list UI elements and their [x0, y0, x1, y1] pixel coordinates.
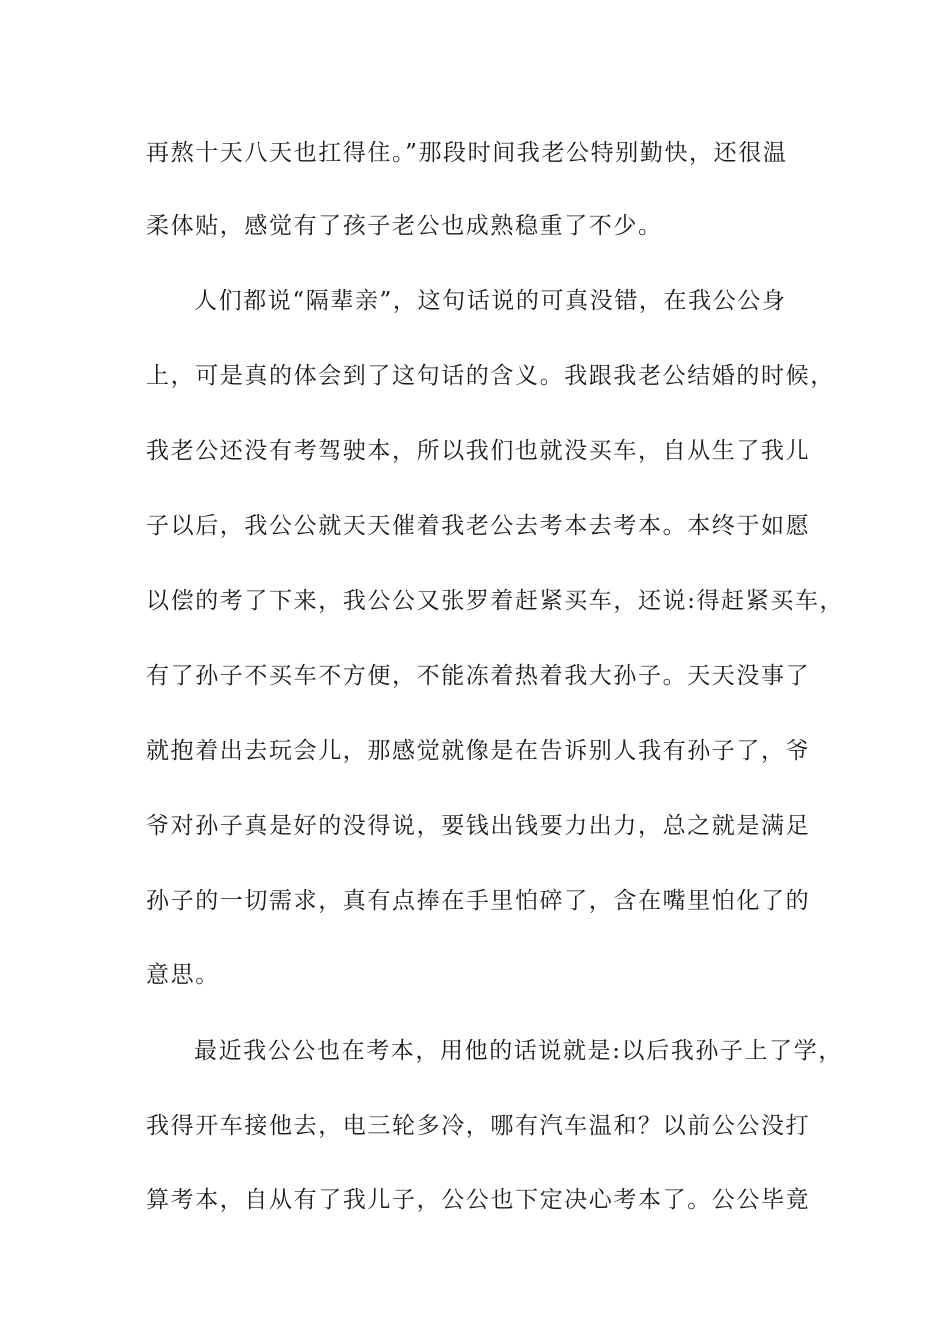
- text-line: 有了孙子不买车不方便，不能冻着热着我大孙子。天天没事了: [146, 663, 811, 689]
- text-line: 爷对孙子真是好的没得说，要钱出钱要力出力，总之就是满足: [146, 813, 811, 839]
- text-line: 我老公还没有考驾驶本，所以我们也就没买车，自从生了我儿: [146, 438, 811, 464]
- paragraph-start-line: 人们都说“隔辈亲”，这句话说的可真没错，在我公公身: [194, 288, 787, 314]
- text-line: 意思。: [146, 962, 220, 988]
- text-line: 再熬十天八天也扛得住。”那段时间我老公特别勤快，还很温: [146, 140, 788, 166]
- text-line: 上，可是真的体会到了这句话的含义。我跟我老公结婚的时候，: [146, 363, 835, 389]
- text-line: 算考本，自从有了我儿子，公公也下定决心考本了。公公毕竟: [146, 1187, 811, 1213]
- text-line: 孙子的一切需求，真有点捧在手里怕碎了，含在嘴里怕化了的: [146, 888, 811, 914]
- text-line: 就抱着出去玩会儿，那感觉就像是在告诉别人我有孙子了，爷: [146, 738, 811, 764]
- text-line: 子以后，我公公就天天催着我老公去考本去考本。本终于如愿: [146, 513, 811, 539]
- paragraph-start-line: 最近我公公也在考本，用他的话说就是:以后我孙子上了学，: [194, 1038, 843, 1064]
- text-line: 柔体贴，感觉有了孩子老公也成熟稳重了不少。: [146, 213, 663, 239]
- text-line: 以偿的考了下来，我公公又张罗着赶紧买车，还说:得赶紧买车，: [146, 588, 845, 614]
- text-line: 我得开车接他去，电三轮多冷，哪有汽车温和？以前公公没打: [146, 1113, 811, 1139]
